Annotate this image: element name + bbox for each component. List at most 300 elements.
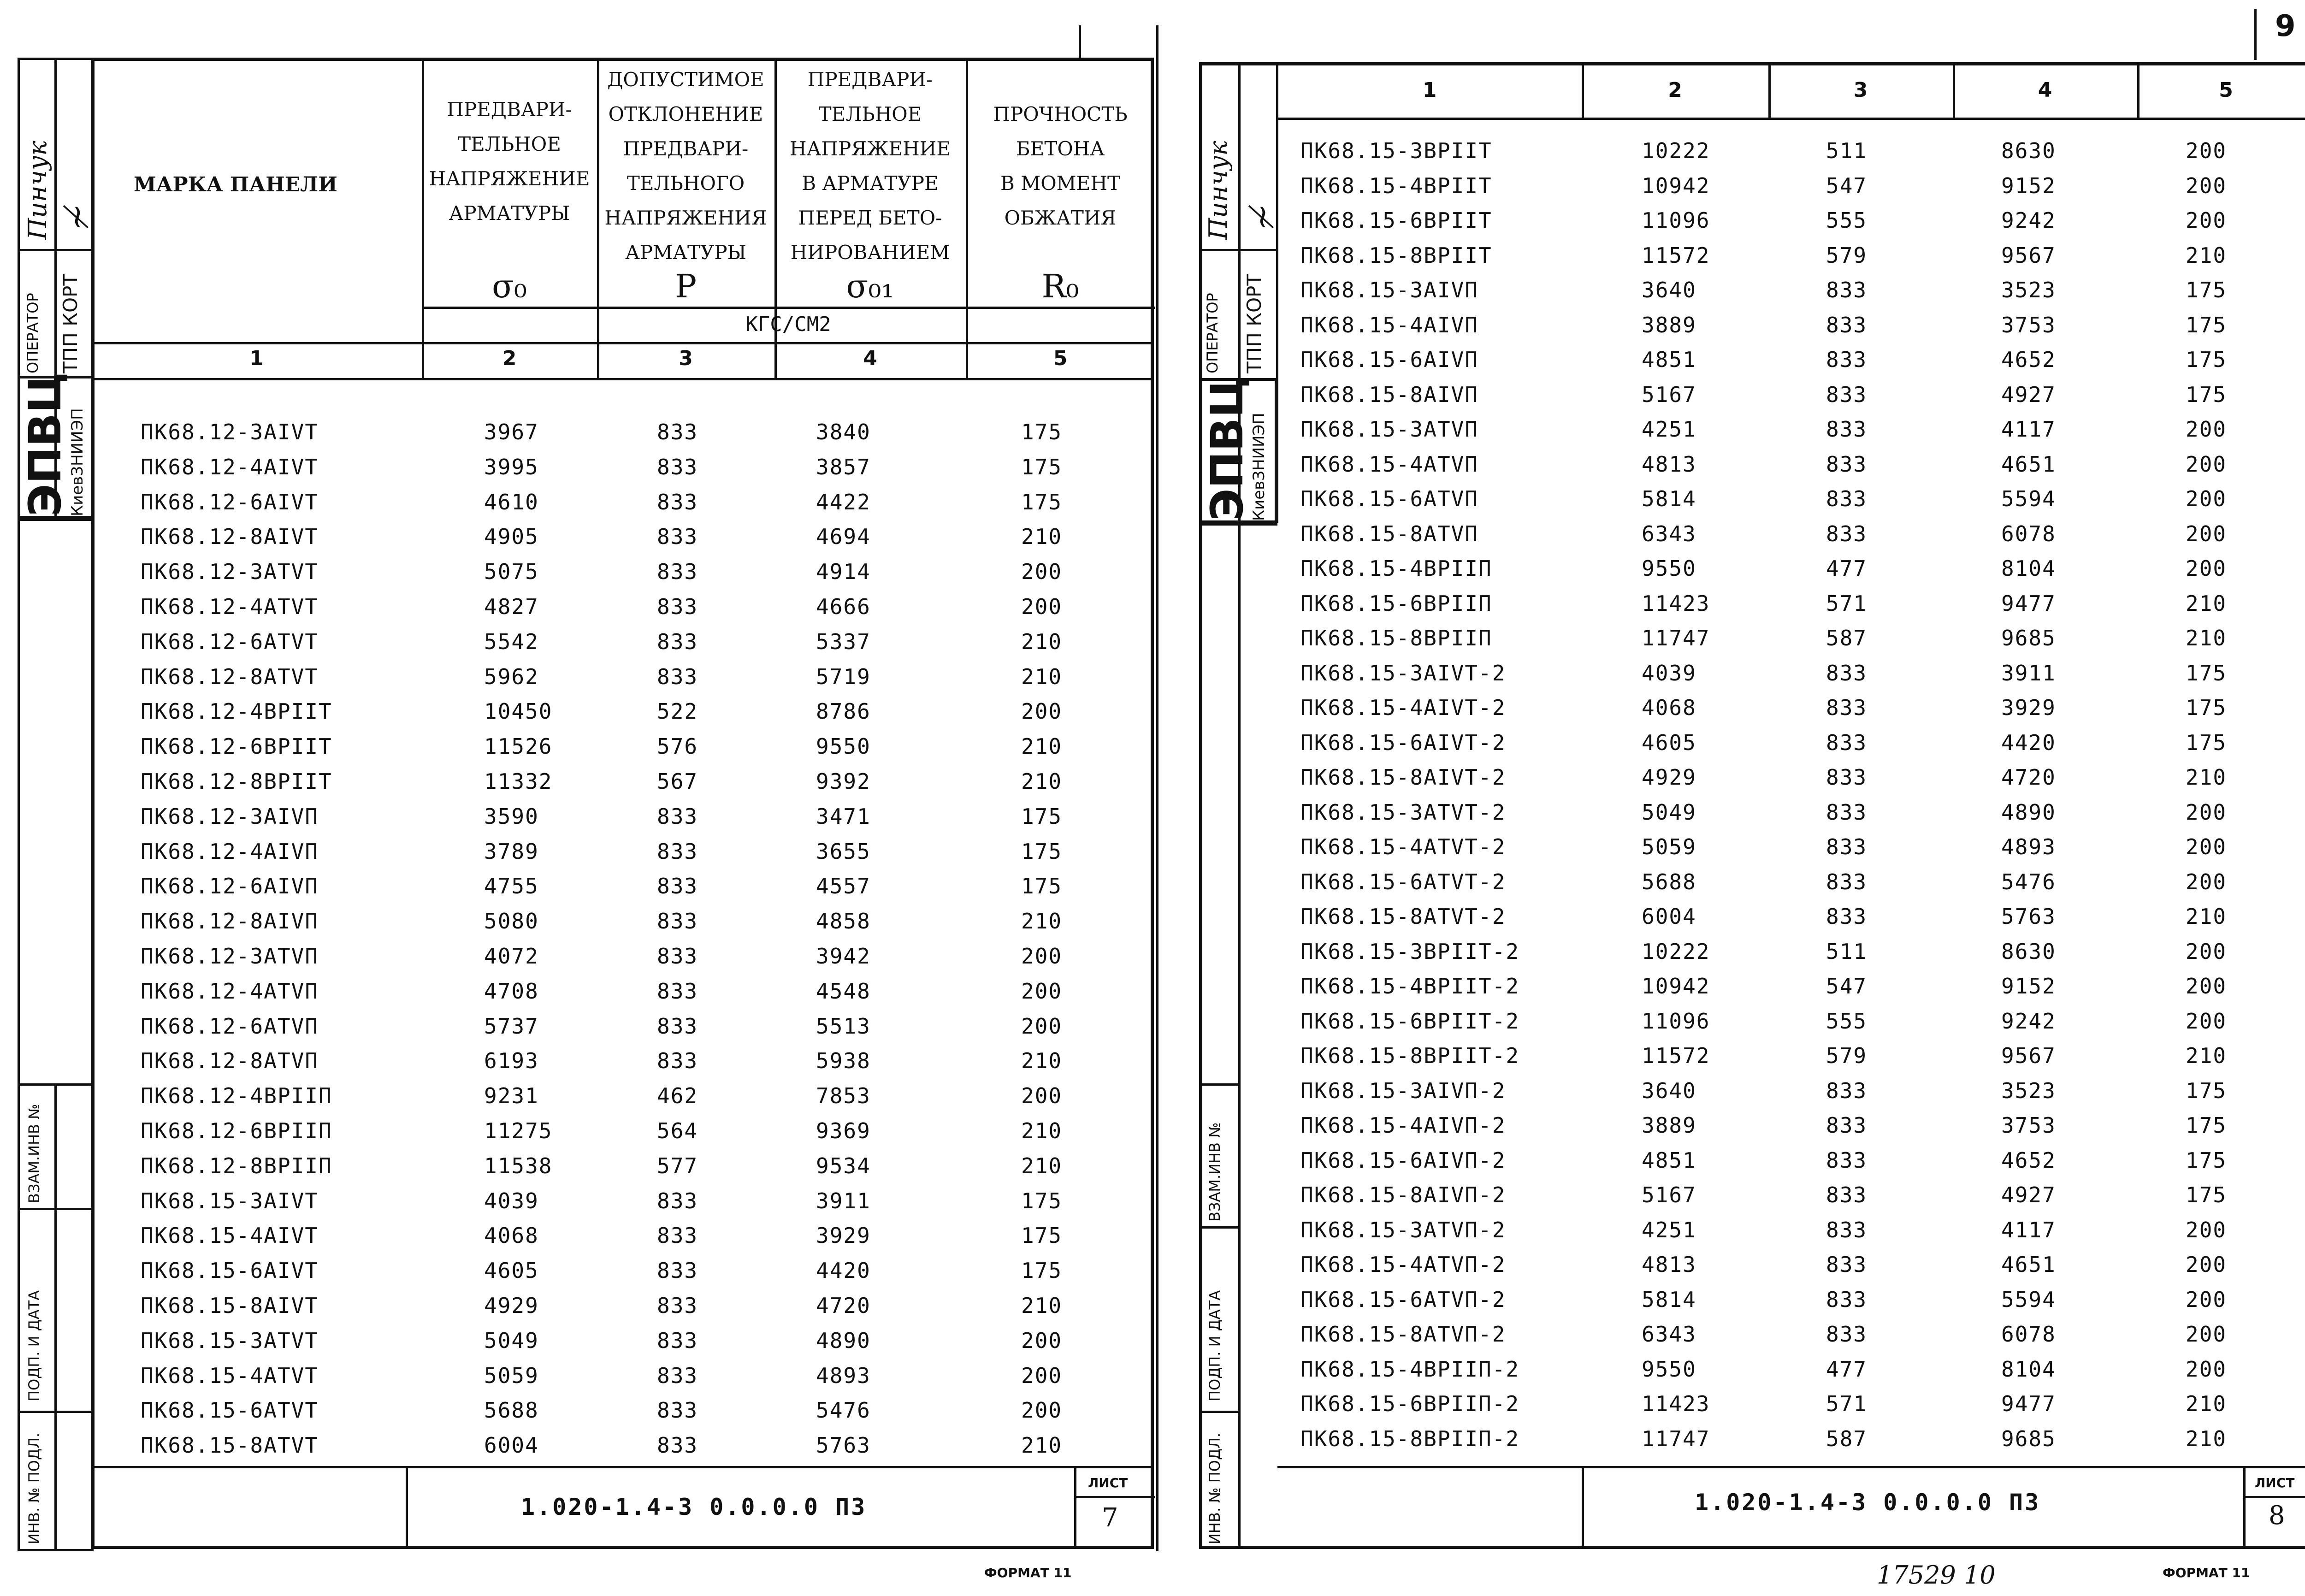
panel-mark: ПК68.15-8AIVП-2 [1300, 1182, 1506, 1207]
value-cell-2: 4605 [484, 1258, 539, 1283]
panel-mark: ПК68.12-3ATVП [141, 944, 319, 969]
panel-mark: ПК68.15-4ATVT [141, 1363, 319, 1388]
value-cell-3: 833 [657, 1223, 698, 1248]
value-cell-2: 10942 [1642, 173, 1710, 198]
panel-mark: ПК68.15-3ATVT [141, 1328, 319, 1353]
list-label: ЛИСТ [1088, 1475, 1128, 1490]
value-cell-3: 833 [1826, 486, 1868, 511]
list-label: ЛИСТ [2255, 1475, 2295, 1490]
header-line-text: ТЕЛЬНОЕ [458, 133, 561, 155]
value-cell-2: 3889 [1642, 312, 1696, 337]
panel-mark: ПК68.15-4ATVП [1300, 451, 1479, 477]
value-cell-4: 9534 [816, 1153, 871, 1178]
value-cell-4: 4652 [2001, 347, 2056, 372]
value-cell-4: 5513 [816, 1013, 871, 1039]
value-cell-4: 5594 [2001, 486, 2056, 511]
value-cell-5: 210 [1021, 664, 1063, 689]
panel-mark: ПК68.15-4AIVП [1300, 312, 1479, 337]
value-cell-4: 9685 [2001, 626, 2056, 650]
value-cell-5: 175 [1021, 1258, 1063, 1283]
col5-header [968, 97, 1152, 235]
right-sheet [1158, 0, 2305, 1596]
value-cell-5: 210 [2186, 626, 2227, 650]
panel-mark: ПК68.12-6AIVП [141, 874, 319, 899]
panel-mark: ПК68.12-6BPIIП [141, 1118, 332, 1143]
value-cell-3: 579 [1826, 1043, 1868, 1068]
value-cell-5: 200 [2186, 939, 2227, 964]
panel-mark: ПК68.15-8ATVT-2 [1300, 904, 1506, 929]
value-cell-3: 833 [657, 629, 698, 654]
value-cell-3: 833 [657, 420, 698, 444]
value-cell-4: 3840 [816, 420, 871, 444]
col-num-2: 2 [1668, 78, 1682, 102]
operator-name: ТПП КОРТ [1243, 273, 1265, 373]
header-line-text: ПРЕДВАРИ- [447, 98, 572, 121]
value-cell-3: 833 [1826, 347, 1868, 372]
value-cell-2: 11538 [484, 1153, 553, 1178]
value-cell-4: 3523 [2001, 1078, 2056, 1103]
value-cell-2: 11423 [1642, 591, 1710, 616]
panel-mark: ПК68.15-4AIVT-2 [1300, 695, 1506, 720]
value-cell-3: 833 [657, 454, 698, 479]
value-cell-4: 5476 [2001, 869, 2056, 894]
panel-mark: ПК68.15-3AIVП [1300, 278, 1479, 302]
value-cell-2: 11747 [1642, 626, 1710, 650]
col-num-3: 3 [679, 347, 693, 370]
header-line-text: ТЕЛЬНОГО [626, 172, 745, 195]
value-cell-4: 9152 [2001, 173, 2056, 198]
value-cell-2: 3590 [484, 804, 539, 829]
value-cell-3: 833 [657, 874, 698, 899]
value-cell-3: 833 [1826, 869, 1868, 894]
value-cell-2: 9231 [484, 1083, 539, 1109]
value-cell-5: 210 [1021, 524, 1063, 550]
value-cell-2: 10450 [484, 699, 553, 724]
value-cell-4: 4652 [2001, 1147, 2056, 1173]
value-cell-3: 833 [1826, 1182, 1868, 1207]
value-cell-4: 5594 [2001, 1287, 2056, 1312]
panel-mark: ПК68.12-4ATVT [141, 594, 319, 619]
panel-mark: ПК68.12-6BPIIT [141, 734, 332, 759]
value-cell-3: 833 [657, 944, 698, 969]
value-cell-4: 9242 [2001, 208, 2056, 233]
value-cell-2: 4851 [1642, 1147, 1696, 1173]
podp-data-label: ПОДП. И ДАТА [25, 1290, 43, 1401]
value-cell-5: 200 [2186, 869, 2227, 894]
value-cell-2: 4708 [484, 978, 539, 1004]
value-cell-3: 587 [1826, 626, 1868, 650]
panel-mark: ПК68.15-6BPIIП [1300, 591, 1492, 616]
header-line [91, 342, 1154, 344]
value-cell-4: 9477 [2001, 1391, 2056, 1416]
stamp-line [1199, 1083, 1241, 1086]
value-cell-4: 3929 [2001, 695, 2056, 720]
value-cell-4: 4422 [816, 489, 871, 514]
value-cell-3: 833 [657, 1398, 698, 1423]
panel-mark: ПК68.15-6AIVT-2 [1300, 730, 1506, 755]
stamp-line [1199, 1411, 1241, 1413]
signer-name: Пинчук [23, 141, 52, 240]
units-line [422, 307, 1155, 309]
value-cell-3: 833 [657, 1363, 698, 1388]
col-num-2: 2 [502, 347, 517, 370]
value-cell-4: 8630 [2001, 939, 2056, 964]
stamp-line [18, 519, 94, 521]
value-cell-3: 833 [1826, 1147, 1868, 1173]
value-cell-5: 175 [2186, 278, 2227, 302]
value-cell-4: 3929 [816, 1223, 871, 1248]
value-cell-2: 11332 [484, 769, 553, 794]
value-cell-5: 210 [1021, 1293, 1063, 1318]
value-cell-5: 200 [1021, 1328, 1063, 1353]
panel-mark: ПК68.12-4BPIIT [141, 699, 332, 724]
value-cell-5: 175 [1021, 804, 1063, 829]
value-cell-2: 4755 [484, 874, 539, 899]
value-cell-2: 3640 [1642, 1078, 1696, 1103]
value-cell-4: 5337 [816, 629, 871, 654]
panel-mark: ПК68.15-8ATVП [1300, 521, 1479, 546]
value-cell-2: 9550 [1642, 556, 1696, 581]
signer-name: Пинчук [1204, 141, 1233, 240]
header-line-text: АРМАТУРЫ [625, 241, 746, 264]
inv-podl-label: ИНВ. № ПОДЛ. [1206, 1432, 1223, 1544]
header-line-text: НИРОВАНИЕМ [790, 241, 950, 264]
value-cell-4: 3942 [816, 944, 871, 969]
panel-mark: ПК68.15-4AIVT [141, 1223, 319, 1248]
value-cell-5: 200 [2186, 834, 2227, 859]
header-line-text: ПЕРЕД БЕТО- [798, 207, 942, 229]
value-cell-5: 210 [1021, 1153, 1063, 1178]
value-cell-5: 210 [1021, 769, 1063, 794]
value-cell-4: 4117 [2001, 1217, 2056, 1242]
value-cell-4: 4651 [2001, 451, 2056, 477]
value-cell-4: 4420 [816, 1258, 871, 1283]
value-cell-4: 4420 [2001, 730, 2056, 755]
value-cell-5: 210 [1021, 1118, 1063, 1143]
header-line [91, 378, 1154, 380]
col-num-5: 5 [1053, 347, 1068, 370]
value-cell-2: 5075 [484, 559, 539, 585]
value-cell-2: 5049 [1642, 799, 1696, 825]
value-cell-3: 833 [657, 839, 698, 864]
value-cell-5: 210 [2186, 765, 2227, 790]
org-big: ЭПВЦ [1201, 376, 1253, 521]
panel-mark: ПК68.12-6AIVT [141, 489, 319, 514]
value-cell-2: 4929 [1642, 765, 1696, 790]
value-cell-2: 3995 [484, 454, 539, 479]
value-cell-4: 4927 [2001, 1182, 2056, 1207]
value-cell-2: 11747 [1642, 1426, 1710, 1451]
value-cell-2: 4610 [484, 489, 539, 514]
panel-mark: ПК68.15-8BPIIT [1300, 242, 1492, 268]
org-small: КиевЗНИИЭП [1250, 413, 1268, 521]
value-cell-2: 5542 [484, 629, 539, 654]
podp-data-label: ПОДП. И ДАТА [1206, 1290, 1223, 1401]
col-num-1: 1 [1422, 78, 1437, 102]
value-cell-4: 5763 [816, 1433, 871, 1458]
value-cell-3: 833 [657, 524, 698, 550]
value-cell-3: 833 [1826, 1322, 1868, 1347]
value-cell-5: 175 [1021, 454, 1063, 479]
value-cell-2: 5059 [1642, 834, 1696, 859]
org-big: ЭПВЦ [19, 372, 71, 516]
sigma0-symbol: σ₀ [492, 267, 527, 305]
value-cell-2: 4039 [1642, 660, 1696, 686]
header-line-text: ОБЖАТИЯ [1004, 207, 1117, 229]
value-cell-5: 200 [1021, 699, 1063, 724]
value-cell-2: 4905 [484, 524, 539, 550]
value-cell-4: 4927 [2001, 382, 2056, 407]
value-cell-5: 200 [2186, 1287, 2227, 1312]
value-cell-3: 833 [1826, 312, 1868, 337]
value-cell-5: 200 [1021, 1083, 1063, 1109]
value-cell-4: 8104 [2001, 556, 2056, 581]
value-cell-4: 4651 [2001, 1252, 2056, 1277]
header-line-text: АРМАТУРЫ [449, 202, 570, 225]
value-cell-4: 9477 [2001, 591, 2056, 616]
panel-mark: ПК68.15-6AIVП-2 [1300, 1147, 1506, 1173]
value-cell-4: 9685 [2001, 1426, 2056, 1451]
value-cell-5: 210 [1021, 1433, 1063, 1458]
header-line-text: В АРМАТУРЕ [802, 172, 939, 195]
value-cell-5: 210 [2186, 1391, 2227, 1416]
header-line-text: НАПРЯЖЕНИЕ [429, 167, 590, 190]
operator-name: ТПП КОРТ [59, 273, 82, 373]
value-cell-5: 200 [1021, 944, 1063, 969]
inv-podl-label: ИНВ. № ПОДЛ. [25, 1432, 43, 1544]
value-cell-4: 5476 [816, 1398, 871, 1423]
col-num-5: 5 [2219, 78, 2233, 102]
value-cell-3: 833 [657, 489, 698, 514]
value-cell-5: 175 [1021, 1223, 1063, 1248]
value-cell-2: 10222 [1642, 939, 1710, 964]
value-cell-3: 571 [1826, 1391, 1868, 1416]
value-cell-2: 6193 [484, 1048, 539, 1074]
value-cell-3: 833 [1826, 451, 1868, 477]
panel-mark: ПК68.15-6BPIIT-2 [1300, 1008, 1520, 1034]
value-cell-3: 564 [657, 1118, 698, 1143]
value-cell-4: 9567 [2001, 1043, 2056, 1068]
panel-mark: ПК68.15-8BPIIП-2 [1300, 1426, 1520, 1451]
value-cell-5: 200 [2186, 1217, 2227, 1242]
header-line-text: НАПРЯЖЕНИЕ [789, 137, 951, 160]
value-cell-3: 833 [657, 1258, 698, 1283]
panel-mark: ПК68.15-8BPIIП [1300, 626, 1492, 650]
value-cell-3: 833 [1826, 695, 1868, 720]
value-cell-5: 210 [2186, 904, 2227, 929]
value-cell-3: 833 [1826, 1217, 1868, 1242]
panel-mark: ПК68.15-4BPIIT-2 [1300, 974, 1520, 999]
panel-mark: ПК68.15-3ATVП-2 [1300, 1217, 1506, 1242]
value-cell-3: 555 [1826, 1008, 1868, 1034]
header-line-text: ОТКЛОНЕНИЕ [608, 103, 763, 125]
value-cell-4: 4893 [816, 1363, 871, 1388]
signature: ≁ [1243, 203, 1281, 231]
panel-mark: ПК68.12-6ATVT [141, 629, 319, 654]
value-cell-3: 511 [1826, 138, 1868, 163]
panel-mark: ПК68.15-4BPIIT [1300, 173, 1492, 198]
value-cell-2: 4251 [1642, 417, 1696, 442]
panel-mark: ПК68.15-6BPIIП-2 [1300, 1391, 1520, 1416]
value-cell-3: 477 [1826, 556, 1868, 581]
value-cell-2: 5080 [484, 909, 539, 934]
value-cell-2: 5167 [1642, 382, 1696, 407]
value-cell-3: 579 [1826, 242, 1868, 268]
value-cell-5: 210 [2186, 242, 2227, 268]
title-block-line [1277, 1466, 2305, 1468]
value-cell-4: 3471 [816, 804, 871, 829]
value-cell-3: 833 [1826, 660, 1868, 686]
value-cell-4: 4557 [816, 874, 871, 899]
value-cell-3: 833 [1826, 1252, 1868, 1277]
value-cell-5: 200 [2186, 138, 2227, 163]
value-cell-5: 200 [1021, 1398, 1063, 1423]
value-cell-3: 833 [657, 1433, 698, 1458]
header-line-text: НАПРЯЖЕНИЯ [604, 207, 767, 229]
value-cell-5: 200 [2186, 1008, 2227, 1034]
panel-mark: ПК68.15-6AIVT [141, 1258, 319, 1283]
value-cell-5: 200 [2186, 486, 2227, 511]
value-cell-5: 175 [2186, 695, 2227, 720]
value-cell-5: 200 [1021, 1363, 1063, 1388]
value-cell-5: 175 [1021, 420, 1063, 444]
value-cell-3: 833 [1826, 1113, 1868, 1138]
value-cell-2: 11572 [1642, 1043, 1710, 1068]
value-cell-3: 587 [1826, 1426, 1868, 1451]
value-cell-4: 5719 [816, 664, 871, 689]
value-cell-4: 4893 [2001, 834, 2056, 859]
r0-symbol: R₀ [1041, 267, 1079, 305]
value-cell-2: 4251 [1642, 1217, 1696, 1242]
value-cell-5: 200 [2186, 1322, 2227, 1347]
corner-page-number: 9 [2275, 9, 2296, 43]
col-num-1: 1 [249, 347, 264, 370]
value-cell-3: 833 [1826, 765, 1868, 790]
handwritten-number: 17529 10 [1877, 1561, 1996, 1590]
value-cell-4: 4890 [2001, 799, 2056, 825]
value-cell-4: 9369 [816, 1118, 871, 1143]
panel-mark: ПК68.15-6ATVT [141, 1398, 319, 1423]
value-cell-2: 6004 [484, 1433, 539, 1458]
value-cell-3: 833 [657, 1328, 698, 1353]
value-cell-5: 175 [2186, 660, 2227, 686]
value-cell-3: 577 [657, 1153, 698, 1178]
value-cell-2: 5814 [1642, 1287, 1696, 1312]
panel-mark: ПК68.15-8AIVT [141, 1293, 319, 1318]
value-cell-5: 200 [2186, 208, 2227, 233]
value-cell-4: 9242 [2001, 1008, 2056, 1034]
value-cell-2: 5167 [1642, 1182, 1696, 1207]
format-label: ФОРМАТ 11 [984, 1565, 1072, 1580]
value-cell-5: 175 [1021, 1188, 1063, 1213]
stamp-line [18, 249, 94, 251]
col3-header [599, 62, 772, 270]
value-cell-3: 833 [1826, 730, 1868, 755]
value-cell-4: 5763 [2001, 904, 2056, 929]
value-cell-4: 3655 [816, 839, 871, 864]
panel-mark: ПК68.12-8BPIIП [141, 1153, 332, 1178]
panel-mark: ПК68.15-3ATVT-2 [1300, 799, 1506, 825]
header-line-text: ДОПУСТИМОЕ [607, 68, 764, 91]
value-cell-4: 6078 [2001, 1322, 2056, 1347]
value-cell-2: 5688 [484, 1398, 539, 1423]
panel-mark: ПК68.15-3AIVT-2 [1300, 660, 1506, 686]
stamp-strip-border [1238, 62, 1241, 1549]
panel-mark: ПК68.12-3AIVП [141, 804, 319, 829]
value-cell-5: 175 [2186, 1182, 2227, 1207]
value-cell-2: 11275 [484, 1118, 553, 1143]
panel-mark: ПК68.15-4BPIIП [1300, 556, 1492, 581]
panel-mark: ПК68.15-6BPIIT [1300, 208, 1492, 233]
stamp-strip-border [18, 58, 20, 1549]
panel-mark: ПК68.15-6AIVП [1300, 347, 1479, 372]
value-cell-3: 511 [1826, 939, 1868, 964]
value-cell-3: 555 [1826, 208, 1868, 233]
format-label: ФОРМАТ 11 [2163, 1565, 2250, 1580]
value-cell-4: 4548 [816, 978, 871, 1004]
value-cell-2: 5737 [484, 1013, 539, 1039]
marka-header: МАРКА ПАНЕЛИ [134, 173, 337, 196]
value-cell-3: 462 [657, 1083, 698, 1109]
value-cell-5: 210 [1021, 1048, 1063, 1074]
value-cell-3: 833 [657, 1293, 698, 1318]
panel-mark: ПК68.12-4ATVП [141, 978, 319, 1004]
col-num-3: 3 [1853, 78, 1868, 102]
value-cell-3: 833 [657, 978, 698, 1004]
value-cell-5: 175 [2186, 1078, 2227, 1103]
panel-mark: ПК68.15-3BPIIT-2 [1300, 939, 1520, 964]
value-cell-5: 200 [2186, 417, 2227, 442]
value-cell-5: 200 [2186, 451, 2227, 477]
value-cell-2: 11096 [1642, 208, 1710, 233]
panel-mark: ПК68.15-3AIVT [141, 1188, 319, 1213]
title-block-line [2243, 1496, 2305, 1498]
value-cell-5: 200 [1021, 559, 1063, 585]
value-cell-5: 210 [2186, 1043, 2227, 1068]
value-cell-5: 175 [2186, 312, 2227, 337]
value-cell-5: 200 [2186, 1252, 2227, 1277]
value-cell-2: 4813 [1642, 451, 1696, 477]
value-cell-4: 5938 [816, 1048, 871, 1074]
value-cell-3: 833 [657, 664, 698, 689]
value-cell-2: 5962 [484, 664, 539, 689]
value-cell-2: 5814 [1642, 486, 1696, 511]
value-cell-2: 11572 [1642, 242, 1710, 268]
value-cell-3: 547 [1826, 974, 1868, 999]
value-cell-3: 833 [657, 1013, 698, 1039]
value-cell-4: 3523 [2001, 278, 2056, 302]
stamp-line [1199, 249, 1277, 251]
value-cell-5: 175 [1021, 839, 1063, 864]
header-line-text: БЕТОНА [1016, 137, 1105, 160]
panel-mark: ПК68.15-6ATVП [1300, 486, 1479, 511]
panel-mark: ПК68.15-8BPIIT-2 [1300, 1043, 1520, 1068]
value-cell-5: 210 [2186, 591, 2227, 616]
value-cell-5: 200 [1021, 594, 1063, 619]
value-cell-2: 3889 [1642, 1113, 1696, 1138]
panel-mark: ПК68.15-6ATVT-2 [1300, 869, 1506, 894]
value-cell-5: 175 [1021, 489, 1063, 514]
header-line-text: ТЕЛЬНОЕ [818, 103, 922, 125]
panel-mark: ПК68.12-8ATVT [141, 664, 319, 689]
list-number: 7 [1102, 1503, 1118, 1533]
org-small: КиевЗНИИЭП [68, 408, 87, 516]
operator-label: ОПЕРАТОР [24, 293, 41, 373]
panel-mark: ПК68.12-8ATVП [141, 1048, 319, 1074]
value-cell-2: 4068 [1642, 695, 1696, 720]
value-cell-5: 210 [1021, 629, 1063, 654]
corner-tick [2254, 9, 2257, 60]
